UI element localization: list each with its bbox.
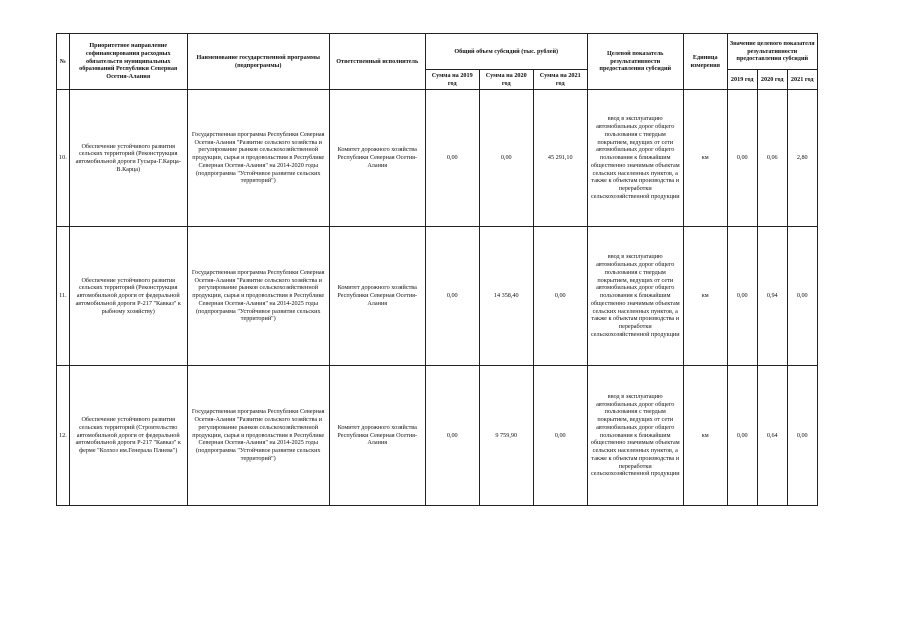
row-sum-2019: 0,00: [425, 227, 479, 366]
row-program: Государственная программа Республики Северная Осетия-Алания "Развитие сельского хозяйства и регулирование рынков сельскохозяйственной продукции, сырья и продовольствия в Республике Северная Осетия-Алания" на 2014-2020 годы (подпрограмма "Устойчивое развитие сельских территорий"): [187, 90, 329, 227]
row-direction: Обеспечение устойчивого развития сельских территорий (Реконструкция автомобильной дороги от федеральной автомобильной дороги Р-217 "Кавказ" к рыбному хозяйству): [69, 227, 187, 366]
header-indicator: Целевой показатель результативности предоставления субсидий: [587, 34, 683, 90]
header-no: №: [57, 34, 70, 90]
row-sum-2019: 0,00: [425, 366, 479, 506]
header-direction: Приоритетное направление софинансирования расходных обязательств муниципальных образований Республики Северная Осетия-Алания: [69, 34, 187, 90]
row-executor: Комитет дорожного хозяйства Республики Северная Осетия-Алания: [329, 366, 425, 506]
row-sum-2021: 45 291,10: [533, 90, 587, 227]
row-sum-2020: 0,00: [479, 90, 533, 227]
header-sum-2019: Сумма на 2019 год: [425, 70, 479, 90]
row-sum-2020: 14 358,40: [479, 227, 533, 366]
row-indicator: ввод в эксплуатацию автомобильных дорог общего пользования с твердым покрытием, ведущих от сети автомобильных дорог общего пользования к ближайшим общественно значимым объектам сельских населенных пунктов, а также к объектам производства и переработки сельскохозяйственной продукции: [587, 90, 683, 227]
row-unit: км: [683, 90, 727, 227]
table-row: [57, 227, 818, 366]
row-sum-2021: 0,00: [533, 366, 587, 506]
document-sheet: [56, 33, 818, 506]
row-sum-2020: 9 759,90: [479, 366, 533, 506]
row-executor: Комитет дорожного хозяйства Республики Северная Осетия-Алания: [329, 227, 425, 366]
header-subsidy-total: Общий объем субсидий (тыс. рублей): [425, 34, 587, 70]
header-year-2020: 2020 год: [757, 70, 787, 90]
row-value-2019: 0,00: [727, 366, 757, 506]
row-value-2021: 0,00: [787, 227, 817, 366]
row-program: Государственная программа Республики Северная Осетия-Алания "Развитие сельского хозяйства и регулирование рынков сельскохозяйственной продукции, сырья и продовольствия в Республике Северная Осетия-Алания" на 2014-2025 годы (подпрограмма "Устойчивое развитие сельских территорий"): [187, 366, 329, 506]
row-number: 11.: [57, 227, 70, 366]
row-value-2019: 0,00: [727, 90, 757, 227]
row-sum-2021: 0,00: [533, 227, 587, 366]
header-unit: Единица измерения: [683, 34, 727, 90]
row-value-2020: 0,64: [757, 366, 787, 506]
row-unit: км: [683, 227, 727, 366]
table-row: [57, 366, 818, 506]
header-year-2019: 2019 год: [727, 70, 757, 90]
table-row: [57, 90, 818, 227]
row-value-2020: 0,06: [757, 90, 787, 227]
row-number: 10.: [57, 90, 70, 227]
header-year-2021: 2021 год: [787, 70, 817, 90]
row-value-2019: 0,00: [727, 227, 757, 366]
row-value-2021: 2,80: [787, 90, 817, 227]
header-sum-2021: Сумма на 2021 год: [533, 70, 587, 90]
row-direction: Обеспечение устойчивого развития сельских территорий (Строительство автомобильной дороги от федеральной автомобильной дороги Р-217 "Кавказ" к ферме "Колхоз им.Генерала Плиева"): [69, 366, 187, 506]
row-indicator: ввод в эксплуатацию автомобильных дорог общего пользования с твердым покрытием, ведущих от сети автомобильных дорог общего пользования к ближайшим общественно значимым объектам сельских населенных пунктов, а также к объектам производства и переработки сельскохозяйственной продукции: [587, 227, 683, 366]
row-sum-2019: 0,00: [425, 90, 479, 227]
row-value-2021: 0,00: [787, 366, 817, 506]
row-number: 12.: [57, 366, 70, 506]
row-direction: Обеспечение устойчивого развития сельских территорий (Реконструкция автомобильной дороги Гусыра-Г.Карца-В.Карца): [69, 90, 187, 227]
subsidy-table: [56, 33, 818, 506]
header-executor: Ответственный исполнитель: [329, 34, 425, 90]
row-executor: Комитет дорожного хозяйства Республики Северная Осетия-Алания: [329, 90, 425, 227]
row-value-2020: 0,94: [757, 227, 787, 366]
header-sum-2020: Сумма на 2020 год: [479, 70, 533, 90]
row-program: Государственная программа Республики Северная Осетия-Алания "Развитие сельского хозяйства и регулирование рынков сельскохозяйственной продукции, сырья и продовольствия в Республике Северная Осетия-Алания" на 2014-2025 годы (подпрограмма "Устойчивое развитие сельских территорий"): [187, 227, 329, 366]
header-target-value: Значение целевого показателя результативности предоставления субсидий: [727, 34, 817, 70]
header-program: Наименование государственной программы (подпрограммы): [187, 34, 329, 90]
row-unit: км: [683, 366, 727, 506]
row-indicator: ввод в эксплуатацию автомобильных дорог общего пользования с твердым покрытием, ведущих от сети автомобильных дорог общего пользования к ближайшим общественно значимым объектам сельских населенных пунктов, а также к объектам производства и переработки сельскохозяйственной продукции: [587, 366, 683, 506]
